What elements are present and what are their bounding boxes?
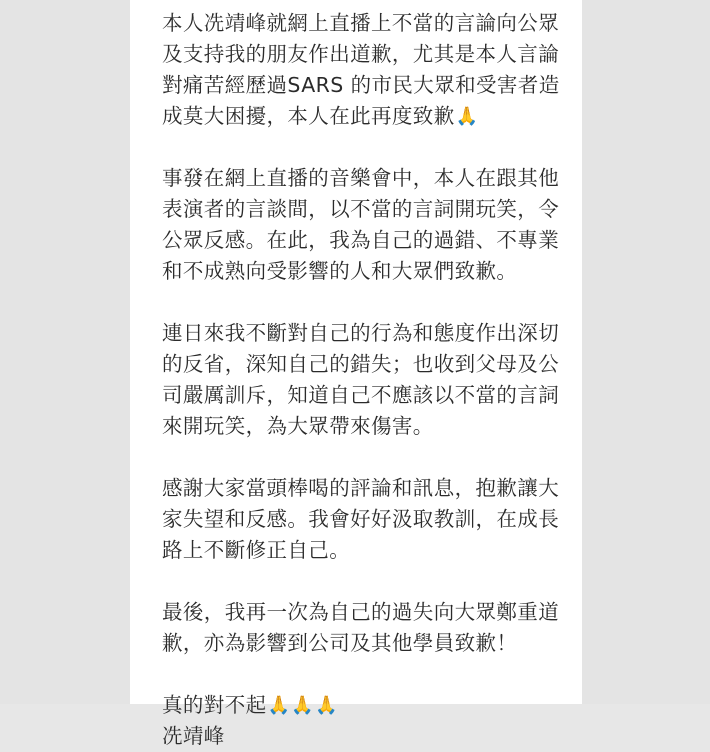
statement-paragraph-4 (162, 473, 568, 566)
statement-line-text: 成莫大困擾，本人在此再度致歉 (162, 104, 455, 128)
statement-paragraph-5 (162, 597, 568, 659)
statement-line: 家失望和反感。我會好好汲取教訓，在成長 (162, 507, 560, 531)
statement-line: 對痛苦經歷過SARS 的市民大眾和受害者造 (162, 73, 560, 97)
paragraph-gap (162, 287, 568, 318)
statement-closing (162, 690, 568, 752)
paragraph-gap (162, 566, 568, 597)
praying-hands-icon: 🙏 (315, 695, 338, 716)
praying-hands-icon: 🙏 (455, 106, 479, 127)
closing-text: 真的對不起 (162, 693, 267, 717)
statement-line: 司嚴厲訓斥，知道自己不應該以不當的言詞 (162, 383, 560, 407)
statement-line: 感謝大家當頭棒喝的評論和訊息，抱歉讓大 (162, 476, 560, 500)
paragraph-gap (162, 659, 568, 690)
statement-paragraph-1 (162, 8, 568, 132)
statement-line: 路上不斷修正自己。 (162, 538, 351, 562)
closing-line (162, 690, 568, 721)
paragraph-gap (162, 442, 568, 473)
statement-line-with-emoji (162, 101, 568, 132)
paragraph-gap (162, 132, 568, 163)
statement-line: 事發在網上直播的音樂會中，本人在跟其他 (162, 166, 560, 190)
signature: 冼靖峰 (162, 724, 225, 748)
praying-hands-icon: 🙏 (291, 695, 315, 716)
statement-line: 和不成熟向受影響的人和大眾們致歉。 (162, 259, 518, 283)
statement-line: 表演者的言談間，以不當的言詞開玩笑，令 (162, 197, 560, 221)
praying-hands-icon: 🙏 (267, 695, 291, 716)
statement-line: 公眾反感。在此，我為自己的過錯、不專業 (162, 228, 560, 252)
statement-line: 歉，亦為影響到公司及其他學員致歉！ (162, 631, 518, 655)
statement-line: 及支持我的朋友作出道歉，尤其是本人言論 (162, 42, 560, 66)
statement-line: 連日來我不斷對自己的行為和態度作出深切 (162, 321, 560, 345)
statement-paragraph-2 (162, 163, 568, 287)
statement-paragraph-3 (162, 318, 568, 442)
statement-line: 來開玩笑，為大眾帶來傷害。 (162, 414, 434, 438)
statement-line: 本人冼靖峰就網上直播上不當的言論向公眾 (162, 11, 560, 35)
statement-card (130, 0, 582, 748)
statement-line: 的反省，深知自己的錯失；也收到父母及公 (162, 352, 560, 376)
statement-line: 最後，我再一次為自己的過失向大眾鄭重道 (162, 600, 560, 624)
